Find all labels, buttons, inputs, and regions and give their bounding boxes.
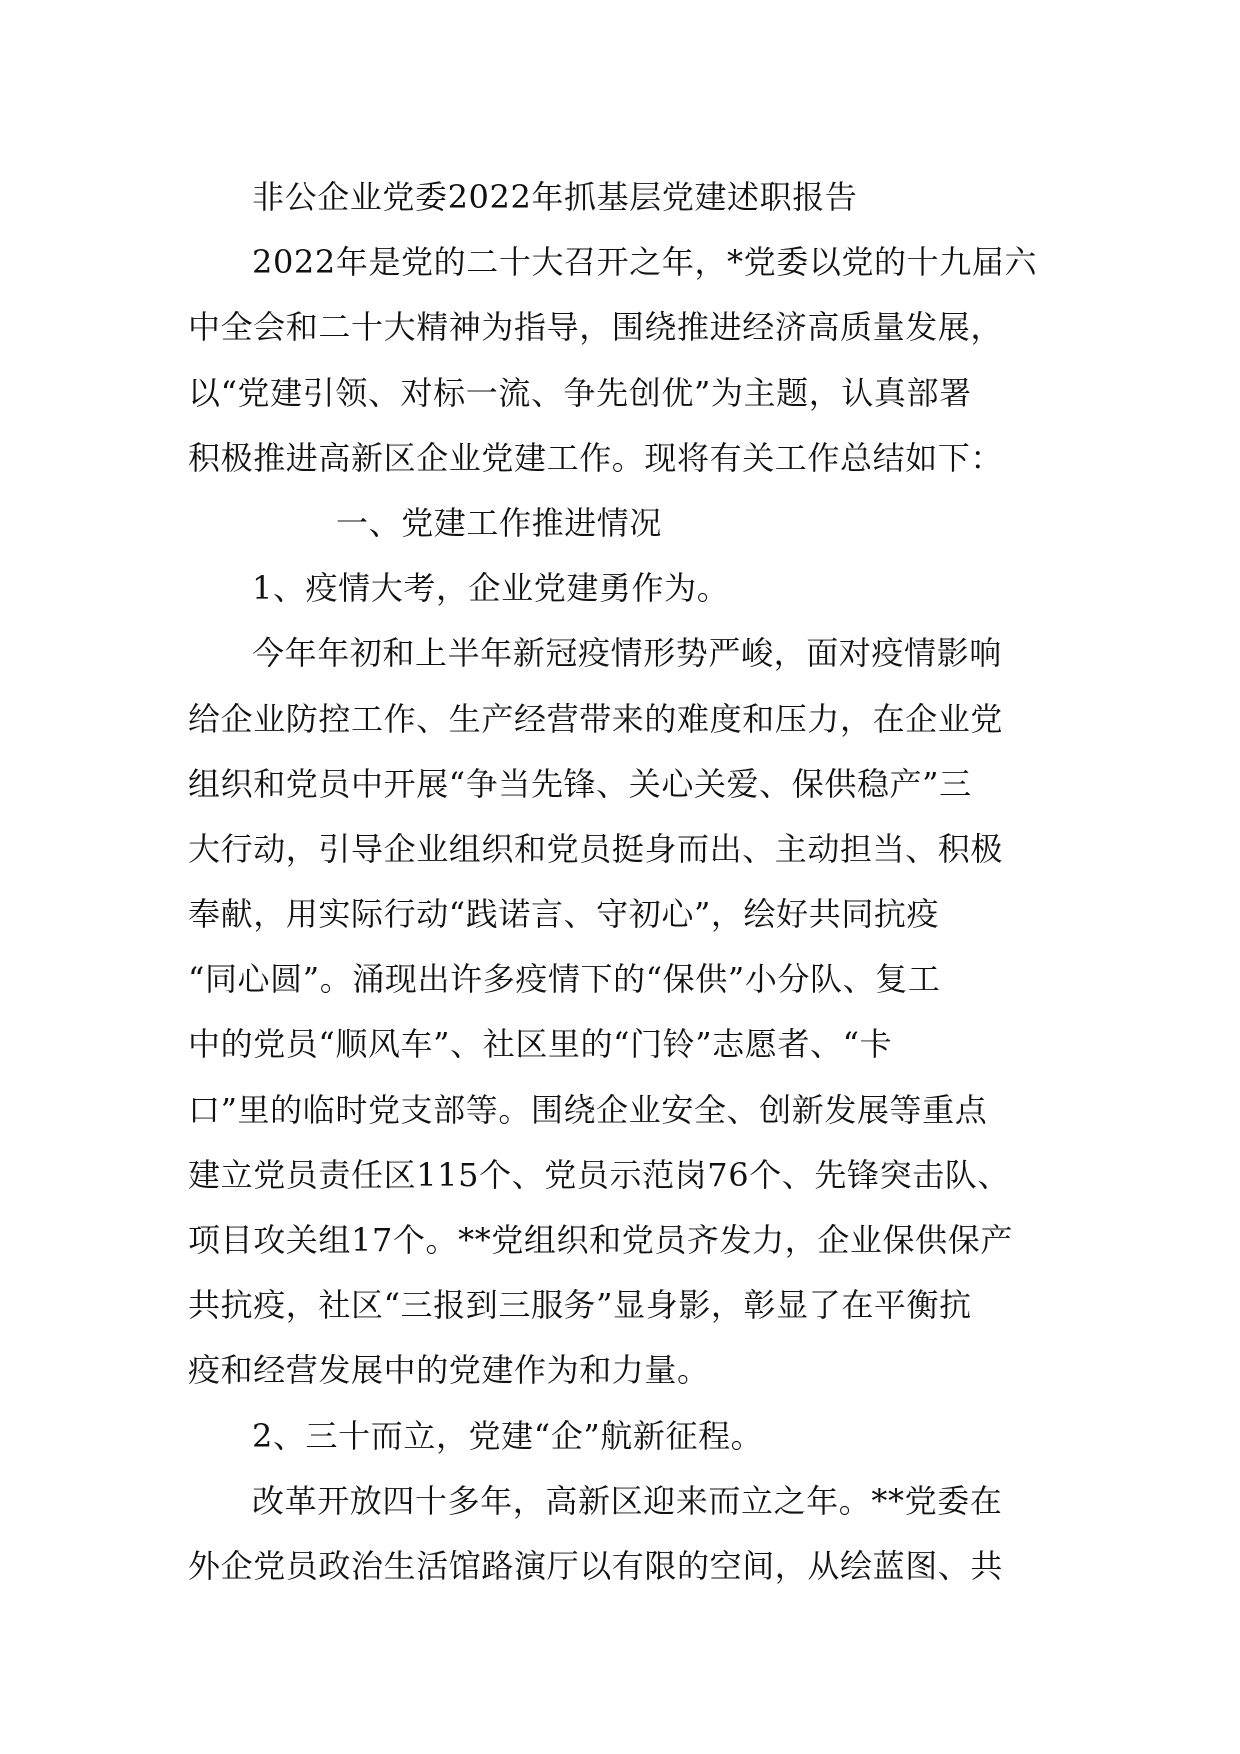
paragraph-line: 以“党建引领、对标一流、争先创优”为主题，认真部署 bbox=[188, 373, 972, 412]
paragraph-line: “同心圆”。涌现出许多疫情下的“保供”小分队、复工 bbox=[188, 960, 941, 999]
subsection-heading: 1、疫情大考，企业党建勇作为。 bbox=[252, 569, 730, 608]
paragraph-line: 积极推进高新区企业党建工作。现将有关工作总结如下： bbox=[188, 438, 1004, 477]
paragraph-line: 口”里的临时党支部等。围绕企业安全、创新发展等重点 bbox=[188, 1090, 988, 1129]
paragraph-line: 大行动，引导企业组织和党员挺身而出、主动担当、积极 bbox=[188, 829, 1004, 868]
paragraph-line: 项目攻关组17个。**党组织和党员齐发力，企业保供保产 bbox=[188, 1221, 1013, 1259]
paragraph-line: 2022年是党的二十大召开之年，*党委以党的十九届六 bbox=[252, 243, 1038, 282]
paragraph-line: 外企党员政治生活馆路演厅以有限的空间，从绘蓝图、共 bbox=[188, 1546, 1004, 1585]
paragraph-line: 建立党员责任区115个、党员示范岗76个、先锋突击队、 bbox=[188, 1155, 1010, 1194]
document-title: 非公企业党委2022年抓基层党建述职报告 bbox=[252, 178, 858, 216]
paragraph-line: 疫和经营发展中的党建作为和力量。 bbox=[188, 1351, 710, 1390]
paragraph-line: 给企业防控工作、生产经营带来的难度和压力，在企业党 bbox=[188, 699, 1004, 738]
paragraph-line: 奉献，用实际行动“践诺言、守初心”，绘好共同抗疫 bbox=[188, 895, 940, 934]
subsection-heading: 2、三十而立，党建“企”航新征程。 bbox=[252, 1416, 764, 1455]
section-heading: 一、党建工作推进情况 bbox=[336, 503, 663, 542]
document-body bbox=[188, 165, 1058, 1599]
paragraph-line: 中的党员“顺风车”、社区里的“门铃”志愿者、“卡 bbox=[188, 1025, 893, 1064]
paragraph-line: 中全会和二十大精神为指导，围绕推进经济高质量发展， bbox=[188, 308, 1004, 347]
paragraph-line: 组织和党员中开展“争当先锋、关心关爱、保供稳产”三 bbox=[188, 764, 972, 803]
paragraph-line: 共抗疫，社区“三报到三服务”显身影，彰显了在平衡抗 bbox=[188, 1286, 972, 1325]
paragraph-line: 改革开放四十多年，高新区迎来而立之年。**党委在 bbox=[252, 1481, 1003, 1520]
paragraph-line: 今年年初和上半年新冠疫情形势严峻，面对疫情影响 bbox=[252, 634, 1002, 673]
